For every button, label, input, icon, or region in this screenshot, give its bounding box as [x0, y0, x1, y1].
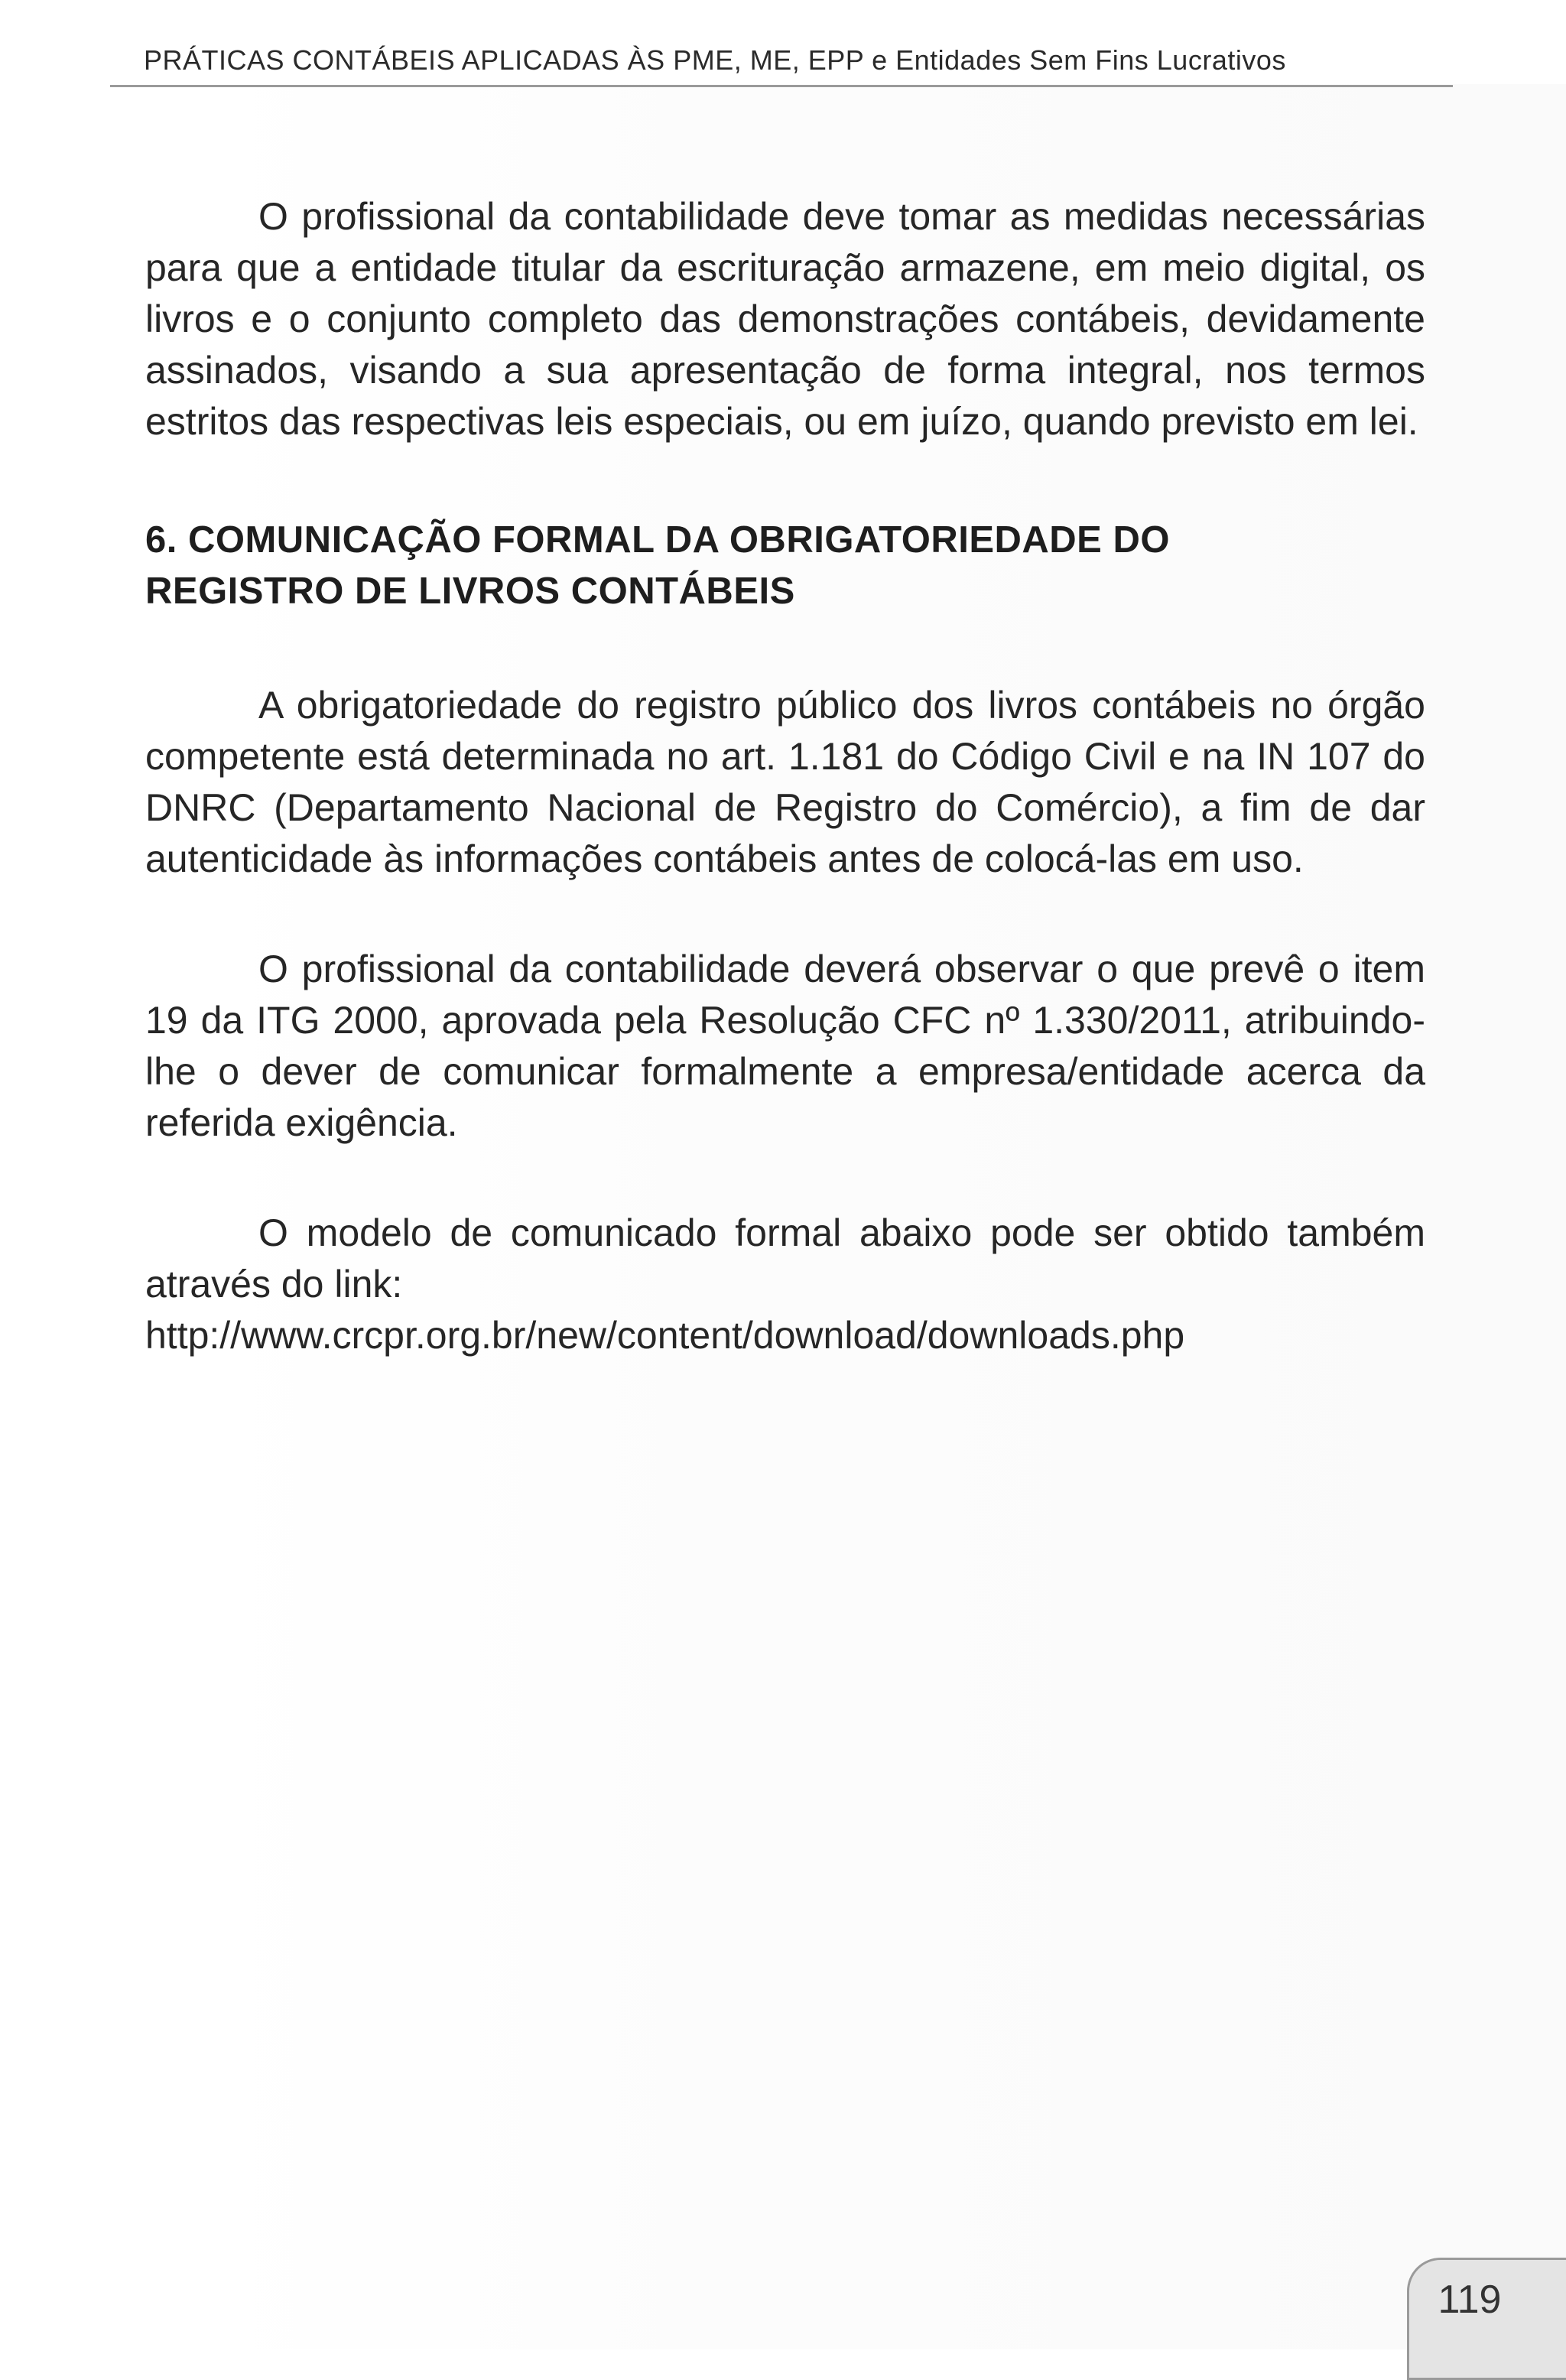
running-header	[110, 40, 1453, 87]
section-paragraph-3: O modelo de comunicado formal abaixo pode ser obtido também através do link:	[145, 1211, 1425, 1305]
spacer	[145, 447, 1425, 515]
spacer	[145, 1149, 1425, 1208]
spacer	[145, 885, 1425, 944]
download-link[interactable]: http://www.crcpr.org.br/new/content/download/downloads.php	[145, 1314, 1185, 1357]
section-heading-line-1: 6. COMUNICAÇÃO FORMAL DA OBRIGATORIEDADE DO	[145, 519, 1170, 561]
intro-paragraph: O profissional da contabilidade deve tomar as medidas necessárias para que a entidade titular da escrituração armazene, em meio digital, os livros e o conjunto completo das demonstrações contábeis, devidamente assinados, visando a sua apresentação de forma integral, nos termos estritos das respectivas leis especiais, ou em juízo, quando previsto em lei.	[145, 195, 1425, 443]
section-heading-line-2: REGISTRO DE LIVROS CONTÁBEIS	[145, 571, 795, 612]
page-number-tab	[1407, 2258, 1566, 2380]
section-heading	[145, 515, 1425, 617]
page-content	[145, 191, 1425, 1361]
running-header-title: PRÁTICAS CONTÁBEIS APLICADAS ÀS PME, ME, EPP e Entidades Sem Fins Lucrativos	[144, 44, 1286, 76]
page-number: 119	[1438, 2278, 1502, 2322]
section-paragraph-1: A obrigatoriedade do registro público dos livros contábeis no órgão competente está determinada no art. 1.181 do Código Civil e na IN 107 do DNRC (Departamento Nacional de Registro do Comércio), a fim de dar autenticidade às informações contábeis antes de colocá-las em uso.	[145, 684, 1425, 880]
section-paragraph-2: O profissional da contabilidade deverá observar o que prevê o item 19 da ITG 2000, aprovada pela Resolução CFC nº 1.330/2011, atribuindo-lhe o dever de comunicar formalmente a empresa/entidade acerca da referida exigência.	[145, 948, 1425, 1144]
spacer	[145, 617, 1425, 680]
